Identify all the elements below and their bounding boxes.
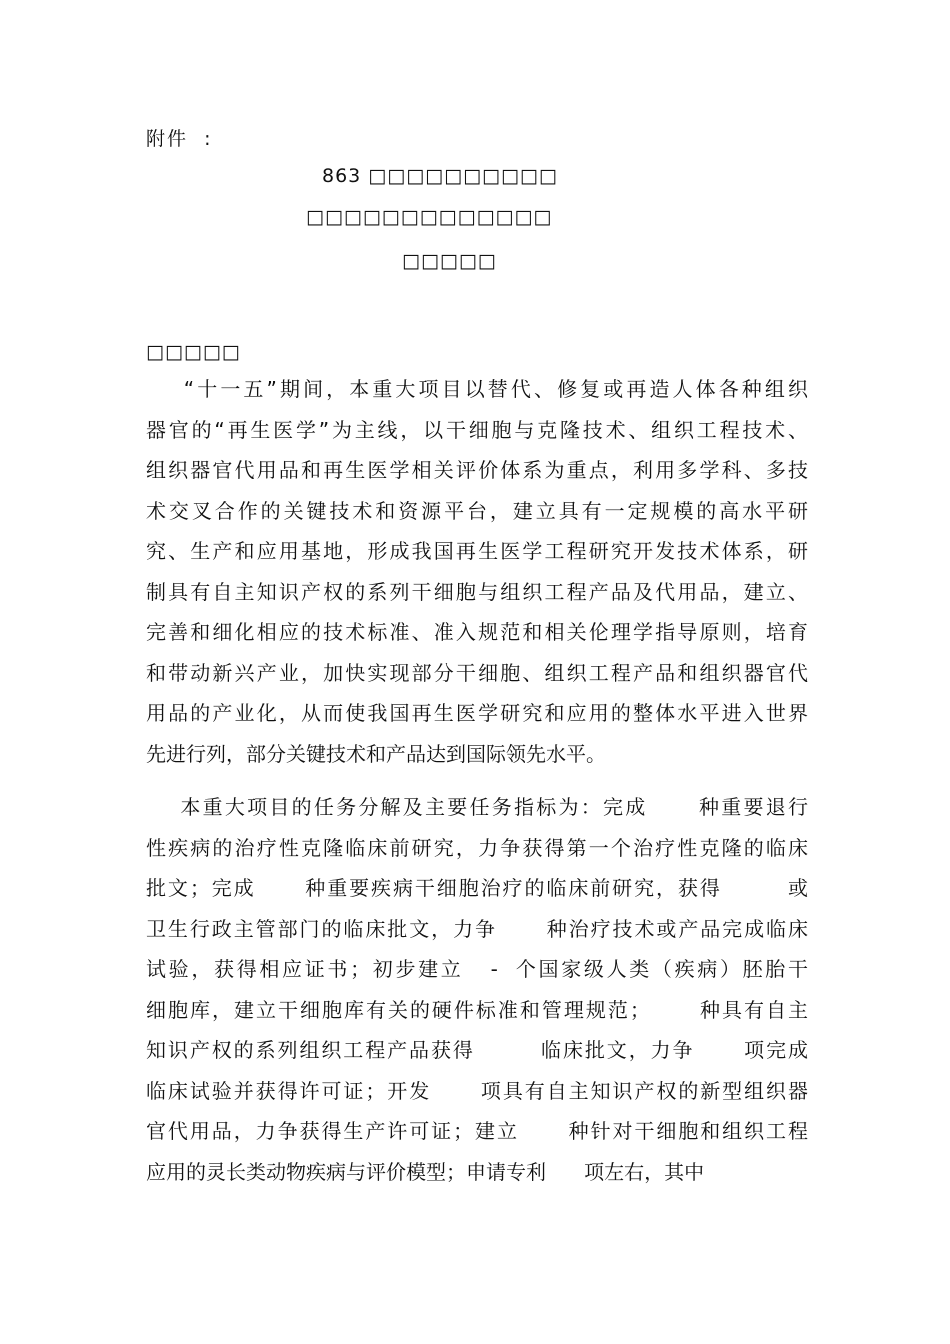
paragraph-2: [146, 787, 808, 1192]
attachment-label: 附件 :: [146, 128, 213, 150]
section-heading: □□□□□: [146, 341, 241, 363]
text-line: 完善和细化相应的技术标准、准入规范和相关伦理学指导原则，培育: [146, 620, 808, 644]
text-line: 先进行列，部分关键技术和产品达到国际领先水平。: [146, 741, 606, 766]
text-line: 组织器官代用品和再生医学相关评价体系为重点，利用多学科、多技: [146, 458, 808, 482]
text-line: 术交叉合作的关键技术和资源平台，建立具有一定规模的高水平研: [146, 498, 808, 523]
text-line: 器官的“再生医学”为主线，以干细胞与克隆技术、组织工程技术、: [146, 417, 808, 442]
text-line: 用品的产业化，从而使我国再生医学研究和应用的整体水平进入世界: [146, 701, 808, 725]
text-line: 和带动新兴产业，加快实现部分干细胞、组织工程产品和组织器官代: [146, 660, 808, 685]
title-line-3: □□□□□: [402, 250, 497, 272]
text-line: 批文；完成 种重要疾病干细胞治疗的临床前研究，获得 或: [146, 876, 808, 900]
text-line: 临床试验并获得许可证；开发 项具有自主知识产权的新型组织器: [146, 1078, 808, 1103]
text-line: 应用的灵长类动物疾病与评价模型；申请专利 项左右，其中: [146, 1159, 705, 1184]
text-line: “十一五”期间，本重大项目以替代、修复或再造人体各种组织: [146, 377, 808, 401]
text-line: 卫生行政主管部门的临床批文，力争 种治疗技术或产品完成临床: [146, 916, 808, 941]
text-line: 制具有自主知识产权的系列干细胞与组织工程产品及代用品，建立、: [146, 579, 808, 604]
paragraph-1: [146, 369, 808, 774]
text-line: 试验，获得相应证书；初步建立 - 个国家级人类（疾病）胚胎干: [146, 957, 808, 981]
title-line-1: 863 □□□□□□□□□□: [322, 165, 558, 187]
title-line-2: □□□□□□□□□□□□□: [306, 206, 553, 228]
text-line: 究、生产和应用基地，形成我国再生医学工程研究开发技术体系，研: [146, 539, 808, 563]
text-line: 性疾病的治疗性克隆临床前研究，力争获得第一个治疗性克隆的临床: [146, 835, 808, 860]
text-line: 细胞库，建立干细胞库有关的硬件标准和管理规范； 种具有自主: [146, 997, 808, 1022]
text-line: 本重大项目的任务分解及主要任务指标为：完成 种重要退行: [146, 795, 808, 819]
text-line: 知识产权的系列组织工程产品获得 临床批文，力争 项完成: [146, 1038, 808, 1062]
text-line: 官代用品，力争获得生产许可证；建立 种针对干细胞和组织工程: [146, 1119, 808, 1143]
